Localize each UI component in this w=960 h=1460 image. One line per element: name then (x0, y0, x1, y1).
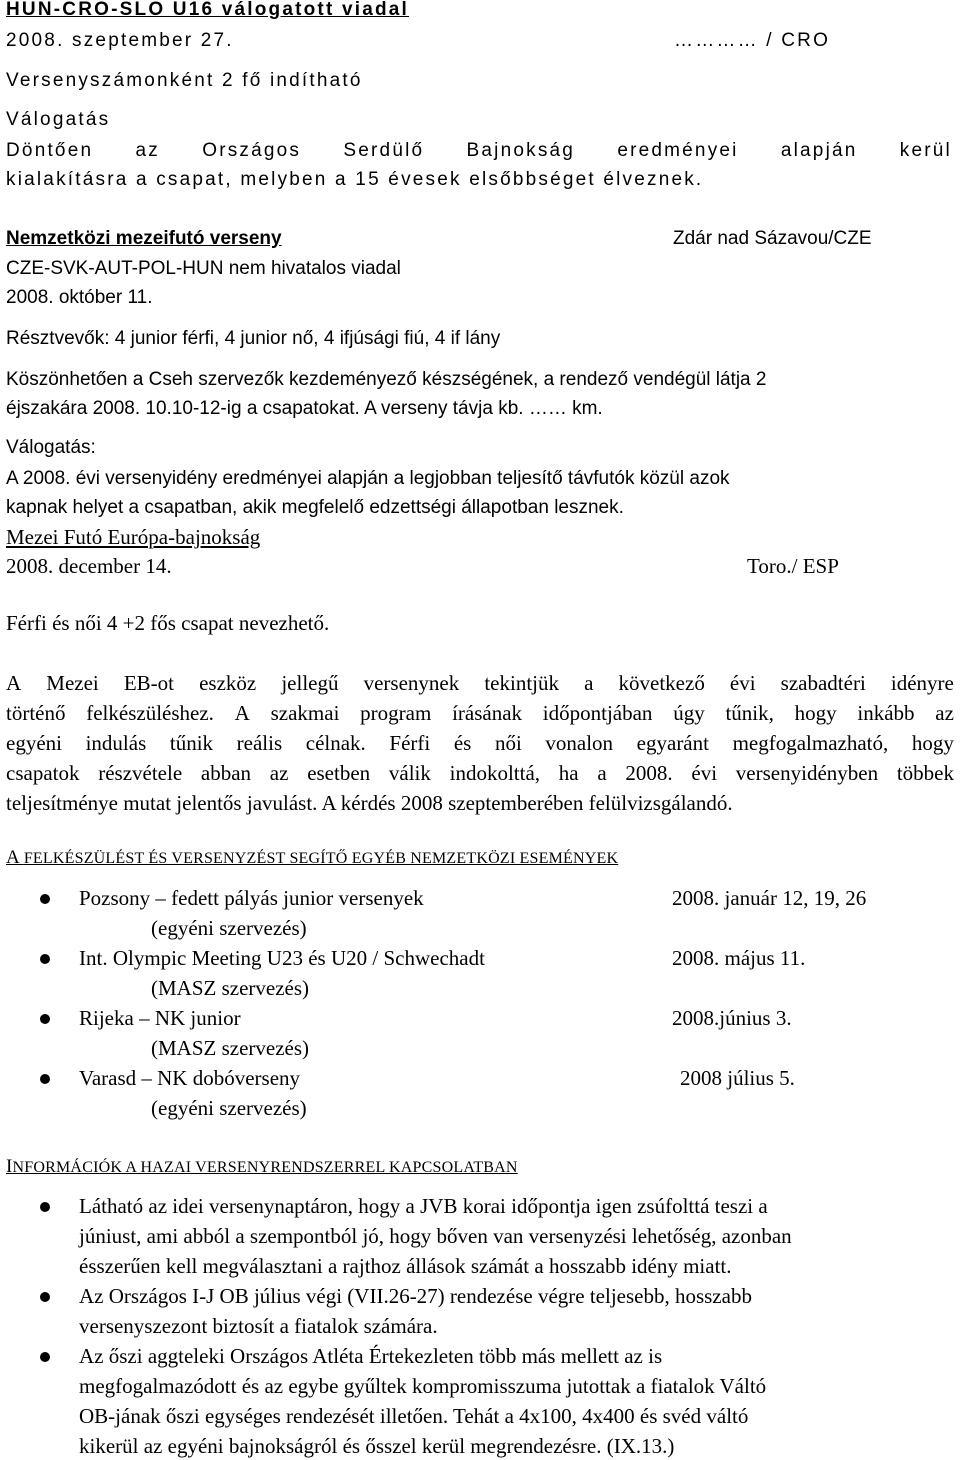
info-line: versenyszezont biztosít a fiatalok számára. (79, 1314, 438, 1338)
word: A (234, 701, 250, 725)
event-date: 2008. május 11. (672, 946, 806, 970)
event-name: Varasd – NK dobóverseny (79, 1066, 301, 1090)
heading-rest: FELKÉSZÜLÉST ÉS VERSENYZÉST SEGÍTŐ EGYÉB NEMZETKÖZI ESEMÉNYEK (23, 850, 619, 867)
word: történő (6, 701, 66, 725)
event-organizer: (egyéni szervezés) (151, 916, 307, 940)
word: abban (200, 761, 252, 785)
word: csapatok (6, 761, 80, 785)
word: évi (691, 761, 718, 785)
euro-para-line-1 (6, 673, 954, 694)
euro-para-line-2 (6, 703, 954, 724)
cross-thanks-line-1: Köszönhetően a Cseh szervezők kezdeményező készségének, a rendező vendégül látja 2 (6, 369, 767, 390)
word: Férfi (389, 731, 431, 755)
word: tűnik (169, 731, 214, 755)
word: a (584, 671, 594, 695)
cross-participants: Résztvevők: 4 junior férfi, 4 junior nő, 4 ifjúsági fiú, 4 if lány (6, 328, 501, 349)
word: Mezei (46, 671, 99, 695)
section-heading-events (6, 848, 618, 867)
event-organizer: (egyéni szervezés) (151, 1096, 307, 1120)
bullet-icon (40, 1074, 50, 1084)
euro-para-line-4 (6, 763, 954, 784)
word: évi (729, 671, 756, 695)
cross-selection-line-2: kapnak helyet a csapatban, akik megfelelő edzettségi állapotban lesznek. (6, 497, 624, 518)
word: következő (618, 671, 705, 695)
word: indokolttá, (449, 761, 541, 785)
bullet-icon (40, 1292, 50, 1302)
word: ha (558, 761, 579, 785)
info-line: Látható az idei versenynaptáron, hogy a JVB korai időpontja igen zsúfolttá teszi a (79, 1194, 768, 1218)
word: Országos (202, 140, 302, 161)
word: felkészüléshez. (86, 701, 214, 725)
word: esetben (307, 761, 371, 785)
word: versenynek (363, 671, 460, 695)
cross-thanks-line-2: éjszakára 2008. 10.10-12-ig a csapatokat. A verseny távja kb. …… km. (6, 398, 603, 419)
word: szabadtéri (780, 671, 866, 695)
word: megfogalmazható, (732, 731, 889, 755)
info-line: ésszerűen kell megválasztani a rajthoz állások számát a hosszabb idény miatt. (79, 1254, 732, 1278)
event-name: Rijeka – NK junior (79, 1006, 241, 1030)
word: válik (388, 761, 431, 785)
word: női (494, 731, 522, 755)
cross-selection-label: Válogatás: (6, 437, 96, 458)
bullet-icon (40, 894, 50, 904)
bullet-icon (40, 1014, 50, 1024)
section-heading-info (6, 1157, 518, 1176)
cross-subtitle: CZE-SVK-AUT-POL-HUN nem hivatalos viadal (6, 258, 401, 279)
word: részvétele (98, 761, 183, 785)
euro-date: 2008. december 14. (6, 554, 172, 578)
word: alapján (780, 140, 858, 161)
cross-date: 2008. október 11. (6, 287, 153, 308)
word: az (935, 701, 954, 725)
word: többek (896, 761, 954, 785)
word: Bajnokság (466, 140, 576, 161)
info-line: júniust, ami abból a szempontból jó, hogy bőven van versenyzési lehetőség, azonban (79, 1224, 792, 1248)
info-line: OB-jának őszi egységes rendezését illetően. Tehát a 4x100, 4x400 és svéd váltó (79, 1404, 749, 1428)
word: úgy (673, 701, 705, 725)
word: hogy (794, 701, 837, 725)
word: tűnik, (725, 701, 774, 725)
euro-para-line-3 (6, 733, 954, 754)
word: egyéni (6, 731, 62, 755)
word: idényre (890, 671, 954, 695)
euro-title: Mezei Futó Európa-bajnokság (6, 525, 261, 549)
euro-teams: Férfi és női 4 +2 fős csapat nevezhető. (6, 611, 330, 635)
heading-rest: NFORMÁCIÓK A HAZAI VERSENYRENDSZERREL KAPCSOLATBAN (12, 1159, 518, 1176)
word: program (360, 701, 432, 725)
entries-text: Versenyszámonként 2 fő indítható (6, 70, 363, 91)
word: és (453, 731, 472, 755)
word: eredményei (617, 140, 739, 161)
info-line: kikerül az egyéni bajnokságról és ősszel kerül megrendezésre. (IX.13.) (79, 1434, 675, 1458)
event-date: 2008. szeptember 27. (6, 30, 234, 51)
word: a (597, 761, 607, 785)
word: Serdülő (343, 140, 425, 161)
word: célnak. (305, 731, 366, 755)
word: hogy (911, 731, 954, 755)
word: írásának (452, 701, 523, 725)
cross-title: Nemzetközi mezeifutó verseny (6, 228, 282, 249)
bullet-icon (40, 1352, 50, 1362)
event-name: Pozsony – fedett pályás junior versenyek (79, 886, 424, 910)
word: indulás (85, 731, 147, 755)
word: kerül (899, 140, 952, 161)
selection-line-2: kialakításra a csapat, melyben a 15 évesek elsőbbséget élveznek. (6, 169, 704, 190)
doc-title: HUN-CRO-SLO U16 válogatott viadal (6, 0, 410, 20)
info-line: Az őszi aggteleki Országos Atléta Értekezleten több más mellett az is (79, 1344, 663, 1368)
word: Döntően (6, 140, 94, 161)
bullet-icon (40, 1202, 50, 1212)
word: egyaránt (636, 731, 709, 755)
word: szakmai (270, 701, 340, 725)
word: versenyidényben (735, 761, 879, 785)
event-name: Int. Olympic Meeting U23 és U20 / Schwechadt (79, 946, 485, 970)
word: időpontjában (542, 701, 653, 725)
word: EB-ot (123, 671, 175, 695)
event-place: ………… / CRO (674, 30, 831, 51)
cross-location: Zdár nad Sázavou/CZE (673, 228, 872, 249)
word: eszköz (199, 671, 257, 695)
word: A (6, 671, 22, 695)
word: vonalon (545, 731, 614, 755)
word: az (269, 761, 289, 785)
heading-initial: A (6, 847, 24, 868)
euro-location: Toro./ ESP (747, 554, 839, 578)
event-date: 2008.június 3. (672, 1006, 792, 1030)
word: reális (236, 731, 283, 755)
euro-para-line-5: teljesítménye mutat jelentős javulást. A kérdés 2008 szeptemberében felülvizsgálandó. (6, 791, 733, 815)
cross-selection-line-1: A 2008. évi versenyidény eredményei alapján a legjobban teljesítő távfutók közül azok (6, 468, 730, 489)
event-organizer: (MASZ szervezés) (151, 976, 310, 1000)
word: jellegű (281, 671, 339, 695)
event-organizer: (MASZ szervezés) (151, 1036, 310, 1060)
info-line: Az Országos I-J OB július végi (VII.26-27) rendezése végre teljesebb, hosszabb (79, 1284, 752, 1308)
selection-label: Válogatás (6, 109, 111, 130)
word: tekintjük (484, 671, 559, 695)
word: inkább (857, 701, 915, 725)
heading-initial: I (6, 1156, 13, 1177)
event-date: 2008 július 5. (680, 1066, 795, 1090)
word: az (135, 140, 160, 161)
event-date: 2008. január 12, 19, 26 (672, 886, 867, 910)
bullet-icon (40, 954, 50, 964)
info-line: megfogalmazódott és az egybe gyűltek kompromisszuma jutottak a fiatalok Váltó (79, 1374, 767, 1398)
selection-line-1 (6, 141, 952, 160)
word: 2008. (625, 761, 673, 785)
